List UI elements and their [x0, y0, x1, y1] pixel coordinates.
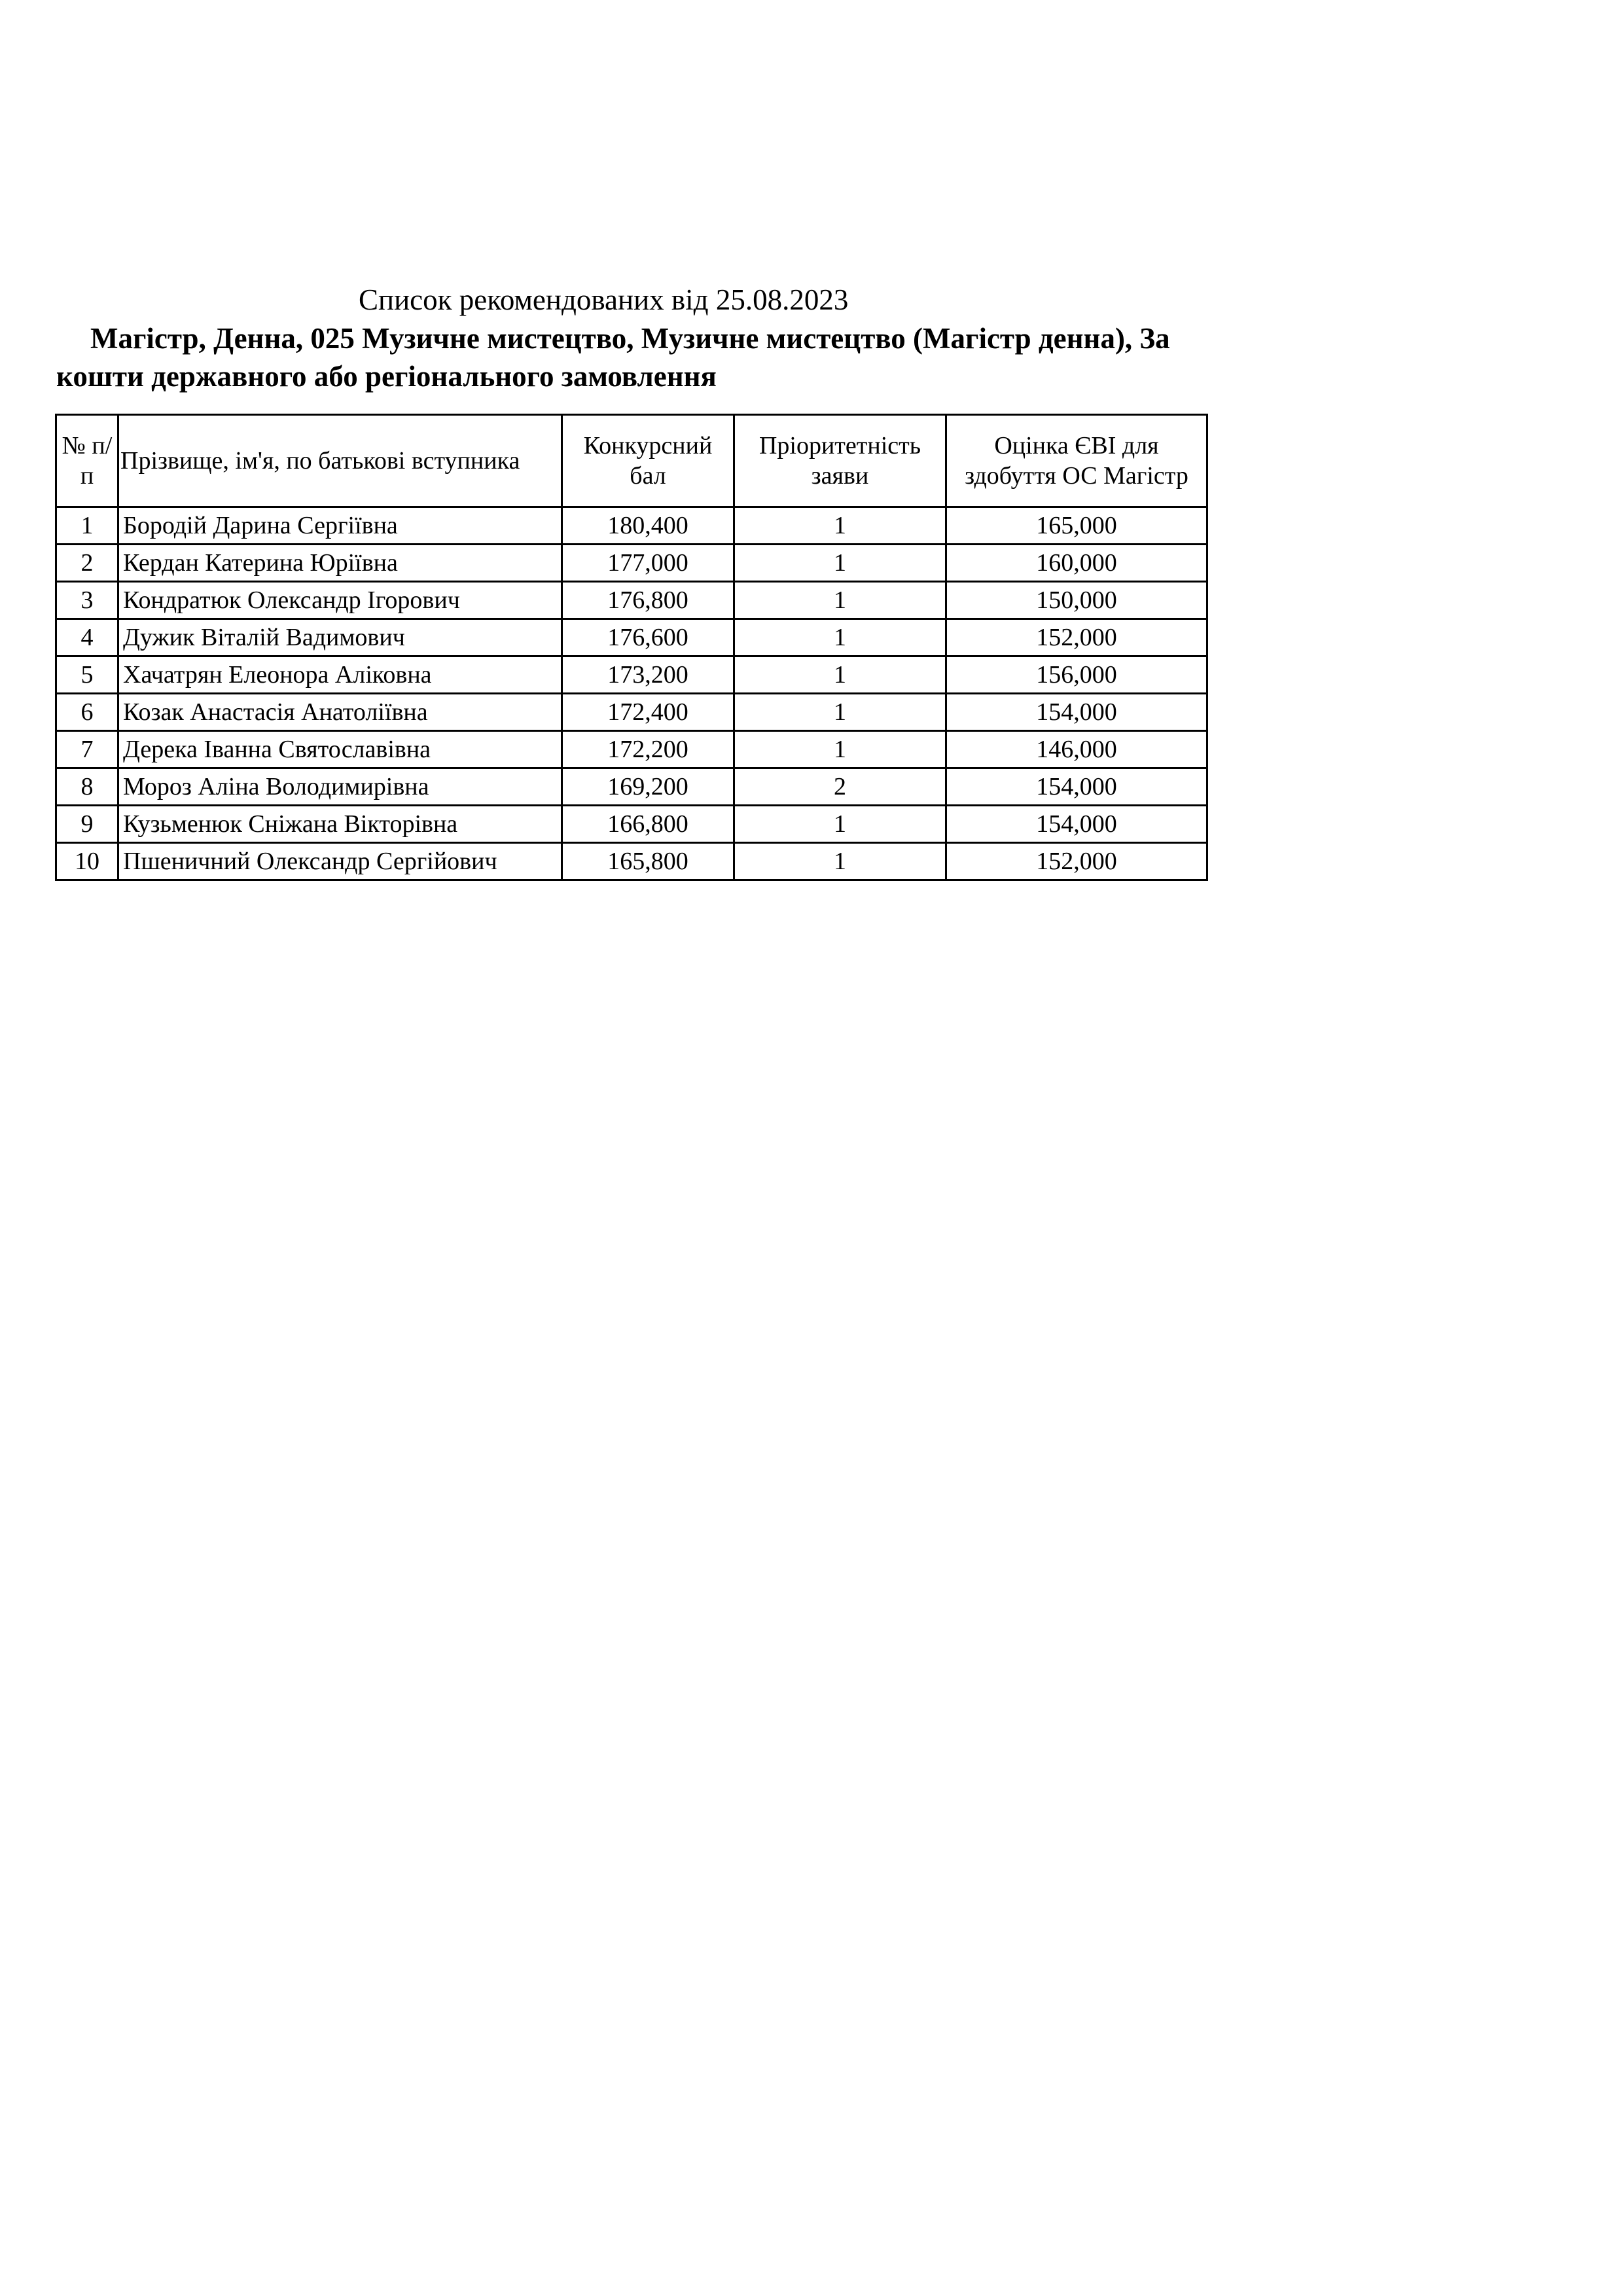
- cell-score: 172,200: [562, 731, 734, 768]
- cell-evi-score: 152,000: [946, 843, 1207, 880]
- cell-score: 172,400: [562, 694, 734, 731]
- cell-priority: 1: [734, 731, 946, 768]
- cell-number: 9: [56, 806, 118, 843]
- cell-priority: 1: [734, 507, 946, 545]
- table-row: [56, 806, 1207, 843]
- cell-priority: 1: [734, 582, 946, 619]
- cell-name: Мороз Аліна Володимирівна: [118, 768, 562, 806]
- cell-name: Кердан Катерина Юріївна: [118, 545, 562, 582]
- cell-number: 10: [56, 843, 118, 880]
- cell-score: 176,800: [562, 582, 734, 619]
- cell-priority: 1: [734, 694, 946, 731]
- cell-number: 8: [56, 768, 118, 806]
- cell-score: 180,400: [562, 507, 734, 545]
- recommended-list-table: [55, 414, 1208, 881]
- cell-priority: 1: [734, 843, 946, 880]
- cell-evi-score: 154,000: [946, 768, 1207, 806]
- table-row: [56, 507, 1207, 545]
- cell-evi-score: 165,000: [946, 507, 1207, 545]
- cell-priority: 1: [734, 619, 946, 656]
- cell-number: 3: [56, 582, 118, 619]
- cell-score: 166,800: [562, 806, 734, 843]
- cell-evi-score: 150,000: [946, 582, 1207, 619]
- cell-name: Кондратюк Олександр Ігорович: [118, 582, 562, 619]
- cell-score: 173,200: [562, 656, 734, 694]
- header-number: № п/п: [56, 415, 118, 507]
- table-header-row: [56, 415, 1207, 507]
- cell-number: 1: [56, 507, 118, 545]
- document-title: Список рекомендованих від 25.08.2023: [359, 283, 849, 316]
- cell-evi-score: 156,000: [946, 656, 1207, 694]
- cell-score: 176,600: [562, 619, 734, 656]
- cell-name: Козак Анастасія Анатоліївна: [118, 694, 562, 731]
- document-subtitle: Магістр, Денна, 025 Музичне мистецтво, Музичне мистецтво (Магістр денна), За кошти державного або регіонального замовлення: [56, 322, 1170, 393]
- cell-score: 177,000: [562, 545, 734, 582]
- cell-number: 4: [56, 619, 118, 656]
- table-row: [56, 768, 1207, 806]
- cell-priority: 1: [734, 545, 946, 582]
- cell-name: Хачатрян Елеонора Аліковна: [118, 656, 562, 694]
- cell-name: Кузьменюк Сніжана Вікторівна: [118, 806, 562, 843]
- cell-number: 7: [56, 731, 118, 768]
- header-name: Прізвище, ім'я, по батькові вступника: [118, 415, 562, 507]
- table-row: [56, 545, 1207, 582]
- cell-evi-score: 146,000: [946, 731, 1207, 768]
- header-evi-score: Оцінка ЄВІ для здобуття ОС Магістр: [946, 415, 1207, 507]
- cell-number: 5: [56, 656, 118, 694]
- cell-name: Дерека Іванна Святославівна: [118, 731, 562, 768]
- header-priority: Пріоритетність заяви: [734, 415, 946, 507]
- cell-evi-score: 160,000: [946, 545, 1207, 582]
- cell-evi-score: 154,000: [946, 694, 1207, 731]
- cell-name: Дужик Віталій Вадимович: [118, 619, 562, 656]
- cell-priority: 1: [734, 806, 946, 843]
- cell-name: Бородій Дарина Сергіївна: [118, 507, 562, 545]
- cell-priority: 2: [734, 768, 946, 806]
- cell-evi-score: 154,000: [946, 806, 1207, 843]
- header-score: Конкурсний бал: [562, 415, 734, 507]
- cell-name: Пшеничний Олександр Сергійович: [118, 843, 562, 880]
- table-row: [56, 656, 1207, 694]
- table-row: [56, 843, 1207, 880]
- table-row: [56, 731, 1207, 768]
- cell-evi-score: 152,000: [946, 619, 1207, 656]
- table-row: [56, 582, 1207, 619]
- cell-priority: 1: [734, 656, 946, 694]
- cell-number: 2: [56, 545, 118, 582]
- cell-number: 6: [56, 694, 118, 731]
- table-row: [56, 619, 1207, 656]
- cell-score: 169,200: [562, 768, 734, 806]
- table-row: [56, 694, 1207, 731]
- cell-score: 165,800: [562, 843, 734, 880]
